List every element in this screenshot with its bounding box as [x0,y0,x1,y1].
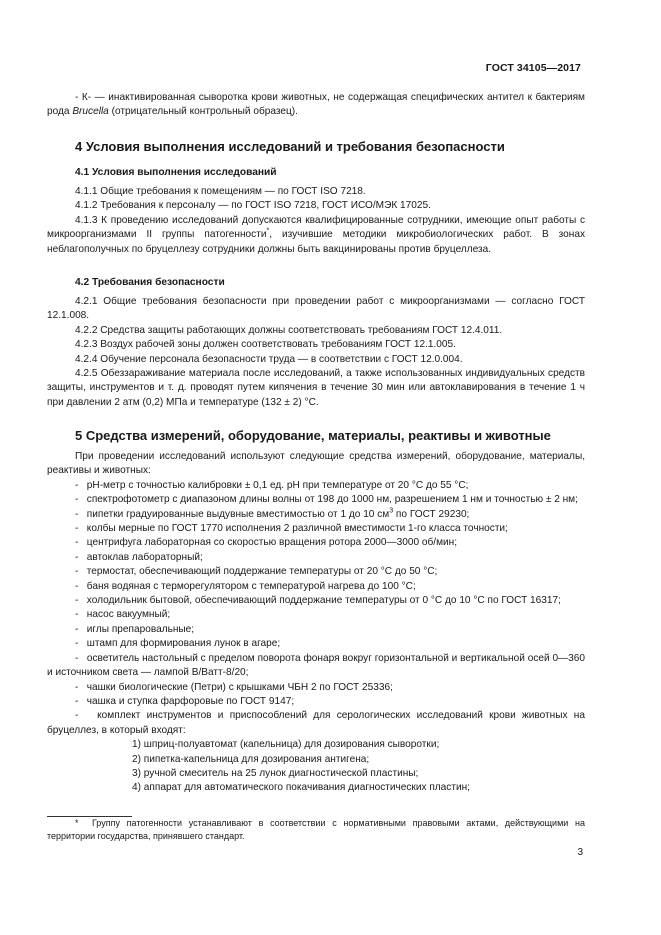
list-dash: - [75,523,79,535]
sub-item: 2) пипетка-капельница для дозирования антигена; [132,753,370,765]
list-item [47,709,585,738]
list-item-text: холодильник бытовой, обеспечивающий поддержание температуры от 0 °С до 10 °С по ГОСТ 16317; [86,595,561,607]
section-4-2-title: 4.2 Требования безопасности [75,277,225,288]
intro-italic: Brucella [72,106,109,118]
list-dash: - [75,638,79,650]
sub-item: 4) аппарат для автоматического покачивания диагностических пластин; [132,782,470,794]
list-dash: - [75,695,79,707]
document-code: ГОСТ 34105—2017 [485,62,581,74]
list-item-text: пипетки градуированные выдувные вместимостью от 1 до 10 см [86,508,390,520]
footnote-ref: * [266,227,270,235]
list-dash: - [75,566,79,578]
list-item-text: чашка и ступка фарфоровые по ГОСТ 9147; [86,695,295,707]
list-dash: - [75,580,79,592]
list-item-text-tail: по ГОСТ 29230; [393,508,470,520]
list-item [47,623,585,637]
list-item [47,479,585,493]
list-item [47,493,585,507]
list-dash: - [75,494,79,506]
list-dash: - [75,652,79,664]
para-4-1-2: 4.1.2 Требования к персоналу — по ГОСТ ISO 7218, ГОСТ ИСО/МЭК 17025. [75,200,431,212]
list-dash: - [75,479,79,491]
section-5-body [47,450,585,796]
footnote-star: * [75,818,79,828]
para-4-1-3-a: 4.1.3 К проведению исследований допускаются квалифицированные сотрудники, имеющие опыт работы с микроорганизмами II группы патогенности [47,214,585,241]
list-item [47,580,585,594]
list-item-text: спектрофотометр с диапазоном длины волны от 198 до 1000 нм, разрешением 1 нм и точностью ± 2 нм; [86,494,578,506]
list-item-text: колбы мерные по ГОСТ 1770 исполнения 2 различной вместимости 1-го класса точности; [86,523,508,535]
section-5-intro: При проведении исследований используют следующие средства измерений, оборудование, материалы, реактивы и животных: [47,451,585,477]
page-number: 3 [577,847,583,858]
list-item-text: насос вакуумный; [86,609,171,621]
list-item [47,551,585,565]
para-4-2-3: 4.2.3 Воздух рабочей зоны должен соответствовать требованиям ГОСТ 12.1.005. [75,339,456,351]
list-item [47,637,585,651]
list-item-text: рН-метр с точностью калибровки ± 0,1 ед. рН при температуре от 20 °С до 55 °С; [86,479,469,491]
list-item [47,608,585,622]
intro-text-b: (отрицательный контрольный образец). [108,106,298,118]
superscript: 3 [389,507,394,515]
section-4-2-body [47,295,585,410]
list-item-text: осветитель настольный с пределом поворота фонаря вокруг горизонтальной и вертикальной осей 0—360 и источником света — лампой В/Ватт-8/20; [47,652,585,679]
list-item [47,594,585,608]
list-item-text: термостат, обеспечивающий поддержание температуры от 20 °С до 50 °С; [86,566,438,578]
para-4-1-1: 4.1.1 Общие требования к помещениям — по ГОСТ ISO 7218. [75,186,366,197]
sub-item: 3) ручной смеситель на 25 лунок диагностической пластины; [132,767,419,779]
footnote [47,817,585,843]
list-item [47,565,585,579]
list-item [47,695,585,709]
section-5-title: 5 Средства измерений, оборудование, материалы, реактивы и животные [75,428,551,443]
list-dash: - [75,609,79,621]
para-4-2-1: 4.2.1 Общие требования безопасности при проведении работ с микроорганизмами — согласно ГОСТ 12.1.008. [47,296,585,322]
para-4-2-4: 4.2.4 Обучение персонала безопасности труда — в соответствии с ГОСТ 12.0.004. [75,353,463,365]
list-dash: - [75,681,79,693]
list-item-text: штамп для формирования лунок в агаре; [86,638,281,650]
sub-item: 1) шприц-полуавтомат (капельница) для дозирования сыворотки; [132,739,440,751]
para-4-2-2: 4.2.2 Средства защиты работающих должны соответствовать требованиям ГОСТ 12.4.011. [75,324,503,336]
section-4-1-title: 4.1 Условия выполнения исследований [75,167,277,178]
list-item-text: чашки биологические (Петри) с крышками ЧБН 2 по ГОСТ 25336; [86,681,393,693]
list-item-text: центрифуга лабораторная со скоростью вращения ротора 2000—3000 об/мин; [86,537,458,549]
list-item [47,522,585,536]
list-item [47,536,585,550]
section-4-title: 4 Условия выполнения исследований и требования безопасности [75,139,505,154]
footnote-text: Группу патогенности устанавливают в соответствии с нормативными правовыми актами, действующими на территории государства, принявшего стандарт. [47,818,585,841]
list-dash: - [75,508,79,520]
list-dash: - [75,537,79,549]
intro-dash: - [75,92,79,103]
list-item-text: автоклав лабораторный; [86,551,203,563]
section-4-1-body [47,185,585,257]
intro-text-a: К- — инактивированная сыворотка крови животных, не содержащая специфических антител к бактериям рода [47,92,585,118]
intro-paragraph [47,91,585,120]
list-item [47,652,585,681]
list-item-text: иглы препаровальные; [86,623,195,635]
para-4-2-5: 4.2.5 Обеззараживание материала после исследований, а также использованных индивидуальных средств защиты, инструментов и т. д. проводят путем кипячения в течение 30 мин или автоклавирования в течение 1 ч при давлении 2 атм (0,2) МПа и температуре (132 ± 2) °С. [47,368,585,408]
list-item [47,681,585,695]
list-item-text: баня водяная с терморегулятором с температурой нагрева до 100 °С; [86,580,416,592]
list-dash: - [75,595,79,607]
para-4-1-3 [47,214,585,257]
list-item-text: комплект инструментов и приспособлений для серологических исследований крови животных на бруцеллез, в который входят: [47,710,585,736]
list-dash: - [75,623,79,635]
list-dash: - [75,710,79,722]
list-dash: - [75,551,79,563]
para-4-1-3-b: , изучившие методики микробиологических работ. В зонах неблагополучных по бруцеллезу сотрудники должны быть вакцинированы против бруцеллеза. [47,229,585,255]
list-item [47,508,585,522]
